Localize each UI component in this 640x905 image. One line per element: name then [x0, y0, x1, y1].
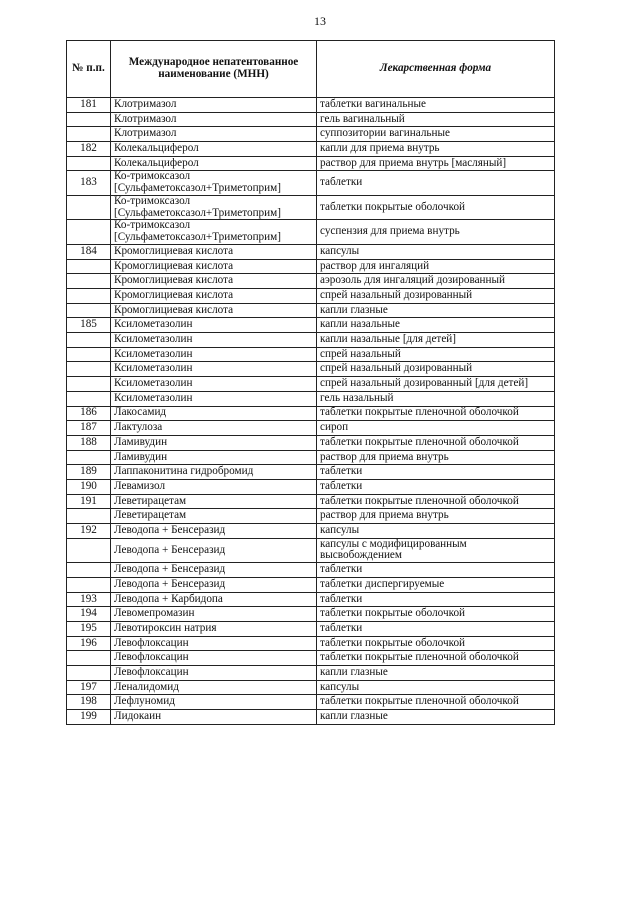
cell-dosage-form: капли назальные — [317, 318, 555, 333]
table-row — [67, 112, 555, 127]
cell-number — [67, 220, 111, 245]
cell-number: 185 — [67, 318, 111, 333]
cell-dosage-form: капли глазные — [317, 303, 555, 318]
table-row — [67, 127, 555, 142]
table-row — [67, 592, 555, 607]
table-row — [67, 391, 555, 406]
cell-number: 186 — [67, 406, 111, 421]
table-row — [67, 220, 555, 245]
cell-number — [67, 377, 111, 392]
table-row — [67, 377, 555, 392]
table-row — [67, 171, 555, 196]
cell-dosage-form: таблетки — [317, 563, 555, 578]
cell-dosage-form: таблетки покрытые пленочной оболочкой — [317, 651, 555, 666]
cell-dosage-form: капсулы — [317, 680, 555, 695]
cell-number — [67, 450, 111, 465]
cell-number — [67, 651, 111, 666]
table-row — [67, 577, 555, 592]
cell-number — [67, 289, 111, 304]
cell-number: 192 — [67, 524, 111, 539]
table-row — [67, 651, 555, 666]
cell-inn-name: Левотироксин натрия — [111, 621, 317, 636]
cell-dosage-form: капли назальные [для детей] — [317, 333, 555, 348]
cell-number: 194 — [67, 607, 111, 622]
table-row — [67, 98, 555, 113]
cell-inn-name: Ксилометазолин — [111, 347, 317, 362]
cell-number: 183 — [67, 171, 111, 196]
cell-dosage-form: аэрозоль для ингаляций дозированный — [317, 274, 555, 289]
cell-dosage-form: спрей назальный дозированный [для детей] — [317, 377, 555, 392]
cell-dosage-form: таблетки — [317, 171, 555, 196]
drug-list-table — [66, 40, 555, 725]
cell-dosage-form: таблетки покрытые пленочной оболочкой — [317, 435, 555, 450]
cell-dosage-form: капсулы — [317, 524, 555, 539]
cell-inn-name: Леветирацетам — [111, 494, 317, 509]
table-row — [67, 710, 555, 725]
cell-number — [67, 156, 111, 171]
table-row — [67, 636, 555, 651]
table-row — [67, 509, 555, 524]
cell-dosage-form: суспензия для приема внутрь — [317, 220, 555, 245]
cell-dosage-form: раствор для приема внутрь [масляный] — [317, 156, 555, 171]
cell-number: 198 — [67, 695, 111, 710]
cell-number — [67, 127, 111, 142]
cell-dosage-form: таблетки покрытые оболочкой — [317, 195, 555, 220]
cell-number — [67, 538, 111, 563]
table-row — [67, 680, 555, 695]
cell-dosage-form: таблетки — [317, 479, 555, 494]
cell-dosage-form: таблетки покрытые пленочной оболочкой — [317, 494, 555, 509]
table-row — [67, 244, 555, 259]
cell-inn-name: Леводопа + Бенсеразид — [111, 563, 317, 578]
cell-number: 196 — [67, 636, 111, 651]
cell-inn-name: Ламивудин — [111, 435, 317, 450]
table-row — [67, 195, 555, 220]
cell-inn-name: Кромоглициевая кислота — [111, 259, 317, 274]
cell-dosage-form: таблетки покрытые оболочкой — [317, 607, 555, 622]
cell-inn-name: Кромоглициевая кислота — [111, 244, 317, 259]
table-row — [67, 479, 555, 494]
table-row — [67, 494, 555, 509]
table-row — [67, 621, 555, 636]
header-inn-name: Международное непатентованное наименование (МНН) — [111, 41, 317, 98]
cell-dosage-form: таблетки покрытые пленочной оболочкой — [317, 695, 555, 710]
cell-dosage-form: спрей назальный дозированный — [317, 362, 555, 377]
table-row — [67, 303, 555, 318]
cell-inn-name: Левофлоксацин — [111, 651, 317, 666]
table-row — [67, 333, 555, 348]
table-row — [67, 695, 555, 710]
cell-inn-name: Леводопа + Бенсеразид — [111, 577, 317, 592]
table-row — [67, 347, 555, 362]
cell-number — [67, 577, 111, 592]
table-row — [67, 563, 555, 578]
table-row — [67, 406, 555, 421]
cell-number — [67, 303, 111, 318]
table-row — [67, 450, 555, 465]
cell-dosage-form: таблетки — [317, 621, 555, 636]
cell-number — [67, 391, 111, 406]
cell-inn-name: Левофлоксацин — [111, 636, 317, 651]
cell-inn-name: Леводопа + Бенсеразид — [111, 524, 317, 539]
cell-inn-name: Ко-тримоксазол [Сульфаметоксазол+Триметоприм] — [111, 195, 317, 220]
cell-number — [67, 259, 111, 274]
cell-number: 197 — [67, 680, 111, 695]
cell-inn-name: Левомепромазин — [111, 607, 317, 622]
table-row — [67, 465, 555, 480]
cell-dosage-form: гель вагинальный — [317, 112, 555, 127]
table-header-row — [67, 41, 555, 98]
cell-inn-name: Леветирацетам — [111, 509, 317, 524]
cell-inn-name: Клотримазол — [111, 98, 317, 113]
cell-inn-name: Лаппаконитина гидробромид — [111, 465, 317, 480]
cell-dosage-form: сироп — [317, 421, 555, 436]
cell-inn-name: Ксилометазолин — [111, 362, 317, 377]
table-row — [67, 362, 555, 377]
cell-dosage-form: таблетки вагинальные — [317, 98, 555, 113]
table-row — [67, 666, 555, 681]
cell-inn-name: Лефлуномид — [111, 695, 317, 710]
cell-number — [67, 274, 111, 289]
cell-number: 191 — [67, 494, 111, 509]
cell-number: 189 — [67, 465, 111, 480]
page-number: 13 — [314, 14, 326, 28]
cell-number — [67, 333, 111, 348]
cell-number — [67, 509, 111, 524]
cell-dosage-form: капли глазные — [317, 710, 555, 725]
cell-number — [67, 112, 111, 127]
table-row — [67, 274, 555, 289]
cell-number — [67, 666, 111, 681]
cell-number: 182 — [67, 142, 111, 157]
cell-number — [67, 362, 111, 377]
cell-dosage-form: капсулы — [317, 244, 555, 259]
cell-dosage-form: таблетки — [317, 592, 555, 607]
cell-number: 187 — [67, 421, 111, 436]
cell-number: 188 — [67, 435, 111, 450]
cell-number — [67, 563, 111, 578]
cell-inn-name: Леналидомид — [111, 680, 317, 695]
cell-inn-name: Ко-тримоксазол [Сульфаметоксазол+Триметоприм] — [111, 171, 317, 196]
cell-dosage-form: суппозитории вагинальные — [317, 127, 555, 142]
table-row — [67, 318, 555, 333]
cell-dosage-form: таблетки покрытые оболочкой — [317, 636, 555, 651]
cell-dosage-form: капсулы с модифицированным высвобождением — [317, 538, 555, 563]
cell-inn-name: Левофлоксацин — [111, 666, 317, 681]
table-row — [67, 524, 555, 539]
cell-dosage-form: раствор для приема внутрь — [317, 450, 555, 465]
cell-inn-name: Лакосамид — [111, 406, 317, 421]
cell-dosage-form: раствор для приема внутрь — [317, 509, 555, 524]
cell-dosage-form: таблетки покрытые пленочной оболочкой — [317, 406, 555, 421]
cell-dosage-form: капли для приема внутрь — [317, 142, 555, 157]
table-row — [67, 538, 555, 563]
cell-number: 199 — [67, 710, 111, 725]
table-row — [67, 435, 555, 450]
cell-inn-name: Клотримазол — [111, 127, 317, 142]
table-body — [67, 98, 555, 725]
cell-number: 190 — [67, 479, 111, 494]
cell-dosage-form: таблетки диспергируемые — [317, 577, 555, 592]
cell-inn-name: Колекальциферол — [111, 142, 317, 157]
cell-number: 193 — [67, 592, 111, 607]
header-dosage-form: Лекарственная форма — [317, 41, 555, 98]
cell-dosage-form: спрей назальный — [317, 347, 555, 362]
cell-inn-name: Ксилометазолин — [111, 377, 317, 392]
cell-inn-name: Ко-тримоксазол [Сульфаметоксазол+Триметоприм] — [111, 220, 317, 245]
table-row — [67, 259, 555, 274]
cell-inn-name: Ксилометазолин — [111, 391, 317, 406]
cell-dosage-form: раствор для ингаляций — [317, 259, 555, 274]
cell-inn-name: Лидокаин — [111, 710, 317, 725]
cell-inn-name: Кромоглициевая кислота — [111, 289, 317, 304]
cell-inn-name: Колекальциферол — [111, 156, 317, 171]
table-row — [67, 142, 555, 157]
cell-inn-name: Леводопа + Бенсеразид — [111, 538, 317, 563]
cell-number — [67, 347, 111, 362]
cell-inn-name: Лактулоза — [111, 421, 317, 436]
header-number: № п.п. — [67, 41, 111, 98]
table-row — [67, 607, 555, 622]
cell-number — [67, 195, 111, 220]
cell-inn-name: Ламивудин — [111, 450, 317, 465]
cell-dosage-form: гель назальный — [317, 391, 555, 406]
cell-inn-name: Леводопа + Карбидопа — [111, 592, 317, 607]
cell-inn-name: Клотримазол — [111, 112, 317, 127]
cell-number: 184 — [67, 244, 111, 259]
cell-inn-name: Левамизол — [111, 479, 317, 494]
cell-inn-name: Кромоглициевая кислота — [111, 274, 317, 289]
table-row — [67, 421, 555, 436]
cell-inn-name: Ксилометазолин — [111, 318, 317, 333]
table-row — [67, 289, 555, 304]
cell-dosage-form: капли глазные — [317, 666, 555, 681]
table-row — [67, 156, 555, 171]
cell-number: 181 — [67, 98, 111, 113]
cell-dosage-form: спрей назальный дозированный — [317, 289, 555, 304]
cell-number: 195 — [67, 621, 111, 636]
cell-inn-name: Ксилометазолин — [111, 333, 317, 348]
cell-inn-name: Кромоглициевая кислота — [111, 303, 317, 318]
cell-dosage-form: таблетки — [317, 465, 555, 480]
